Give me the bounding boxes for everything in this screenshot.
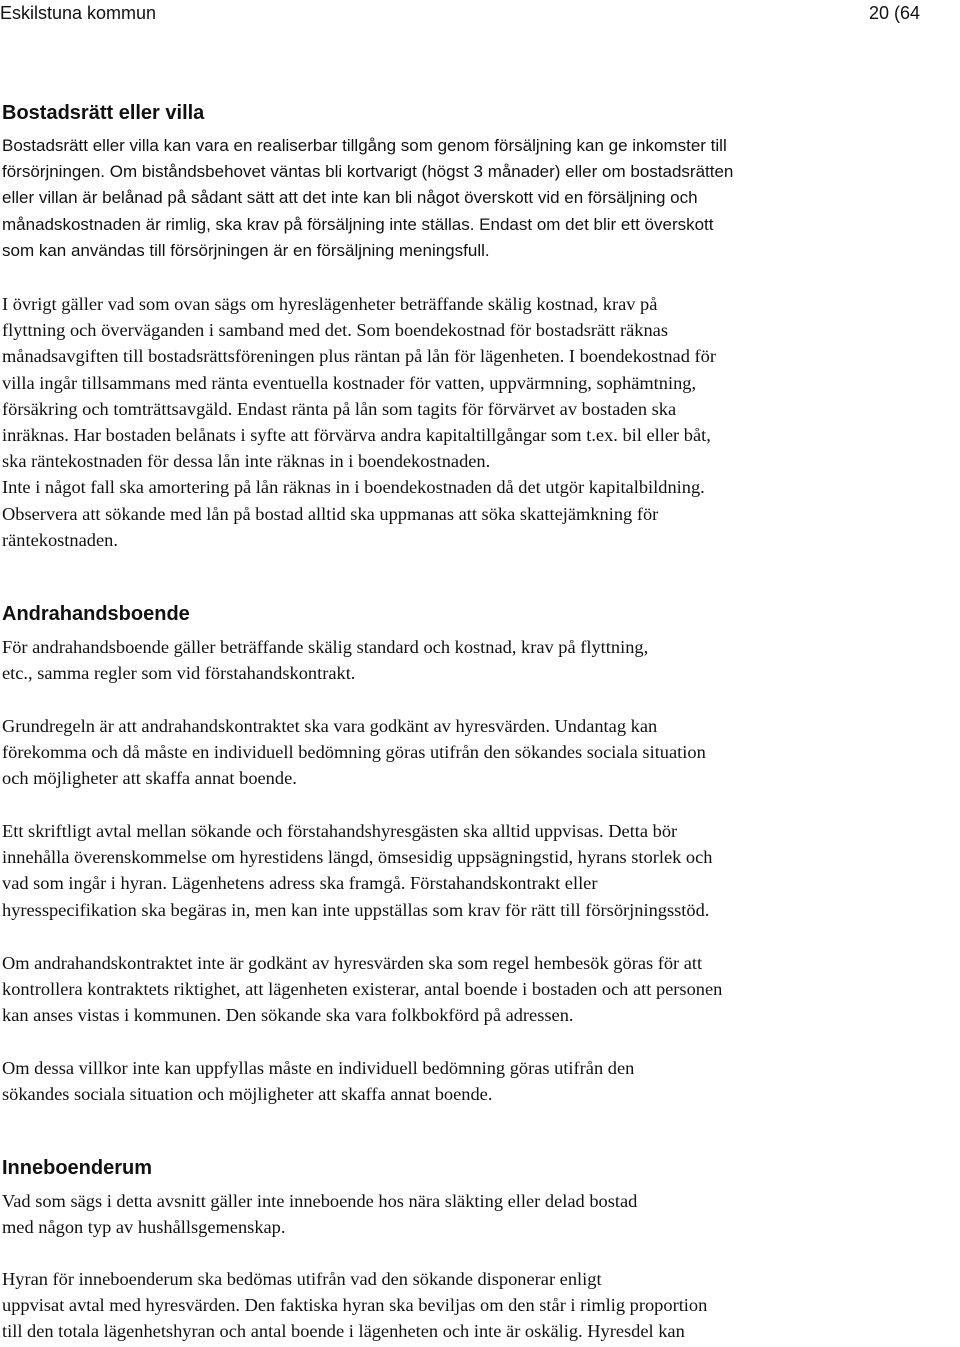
text-line: kontrollera kontraktets riktighet, att lägenheten existerar, antal boende i bostaden och att personen — [2, 979, 723, 1000]
text-line: räntekostnaden. — [2, 529, 118, 550]
paragraph-andrahand-2 — [2, 713, 952, 792]
text-line: Grundregeln är att andrahandskontraktet ska vara godkänt av hyresvärden. Undantag kan — [2, 716, 658, 736]
paragraph-bostadsratt-1 — [2, 133, 952, 264]
text-line: uppvisat avtal med hyresvärden. Den faktiska hyran ska beviljas om den står i rimlig proportion — [2, 1295, 708, 1316]
text-line: Om dessa villkor inte kan uppfyllas måste en individuell bedömning göras utifrån den — [2, 1058, 635, 1078]
paragraph-andrahand-4 — [2, 950, 952, 1029]
text-line: som kan användas till försörjningen är en försäljning meningsfull. — [2, 240, 490, 260]
text-line: månadskostnaden är rimlig, ska krav på försäljning inte ställas. Endast om det blir ett överskott — [2, 214, 714, 234]
header-organization: Eskilstuna kommun — [0, 3, 157, 23]
header-page-number: 20 (64 — [869, 3, 921, 23]
text-line: I övrigt gäller vad som ovan sägs om hyreslägenheter beträffande skälig kostnad, krav på — [2, 294, 658, 314]
text-line: För andrahandsboende gäller beträffande skälig standard och kostnad, krav på flyttning, — [2, 637, 649, 657]
text-line: vad som ingår i hyran. Lägenhetens adress ska framgå. Förstahandskontrakt eller — [2, 873, 598, 894]
text-line: Hyran för inneboenderum ska bedömas utifrån vad den sökande disponerar enligt — [2, 1269, 602, 1289]
text-line: Vad som sägs i detta avsnitt gäller inte inneboende hos nära släkting eller delad bostad — [2, 1191, 638, 1211]
paragraph-inneboende-2 — [2, 1266, 952, 1345]
text-line: innehålla överenskommelse om hyrestidens längd, ömsesidig uppsägningstid, hyrans storlek och — [2, 847, 713, 868]
text-line: Bostadsrätt eller villa kan vara en realiserbar tillgång som genom försäljning kan ge inkomster till — [2, 136, 727, 155]
heading-andrahandsboende: Andrahandsboende — [2, 603, 190, 625]
text-line: förekomma och då måste en individuell bedömning göras utifrån den sökandes sociala situation — [2, 742, 706, 763]
text-line: kan anses vistas i kommunen. Den sökande ska vara folkbokförd på adressen. — [2, 1005, 574, 1026]
text-line: och möjligheter att skaffa annat boende. — [2, 768, 297, 789]
text-line: med någon typ av hushållsgemenskap. — [2, 1217, 286, 1238]
text-line: ska räntekostnaden för dessa lån inte räknas in i boendekostnaden. — [2, 451, 491, 472]
text-line: flyttning och överväganden i samband med det. Som boendekostnad för bostadsrätt räknas — [2, 320, 668, 341]
paragraph-andrahand-1 — [2, 634, 952, 686]
text-line: Observera att sökande med lån på bostad alltid ska uppmanas att söka skattejämkning för — [2, 503, 659, 524]
paragraph-andrahand-5 — [2, 1055, 952, 1107]
paragraph-andrahand-3 — [2, 818, 952, 923]
text-line: inräknas. Har bostaden belånats i syfte att förvärva andra kapitaltillgångar som t.ex. bil eller båt, — [2, 425, 711, 446]
text-line: försäkring och tomträttsavgäld. Endast ränta på lån som tagits för förvärvet av bostaden ska — [2, 398, 677, 419]
text-line: hyresspecifikation ska begäras in, men kan inte uppställas som krav för rätt till försörjningsstöd. — [2, 899, 710, 920]
text-line: villa ingår tillsammans med ränta eventuella kostnader för vatten, uppvärmning, sophämtning, — [2, 372, 697, 393]
text-line: Inte i något fall ska amortering på lån räknas in i boendekostnaden då det utgör kapitalbildning. — [2, 477, 705, 498]
text-line: månadsavgiften till bostadsrättsföreningen plus räntan på lån för lägenheten. I boendekostnad för — [2, 346, 716, 367]
text-line: försörjningen. Om biståndsbehovet väntas bli kortvarigt (högst 3 månader) eller om bostadsrätten — [2, 162, 734, 182]
text-line: sökandes sociala situation och möjligheter att skaffa annat boende. — [2, 1084, 493, 1105]
heading-bostadsratt: Bostadsrätt eller villa — [2, 102, 205, 124]
text-line: Ett skriftligt avtal mellan sökande och förstahandshyresgästen ska alltid uppvisas. Detta bör — [2, 821, 678, 841]
text-line: etc., samma regler som vid förstahandskontrakt. — [2, 663, 356, 684]
heading-inneboenderum: Inneboenderum — [2, 1157, 153, 1179]
text-line: eller villan är belånad på sådant sätt att det inte kan bli något överskott vid en försäljning och — [2, 188, 698, 208]
page-header — [0, 0, 960, 26]
text-line: till den totala lägenhetshyran och antal boende i lägenheten och inte är oskälig. Hyresdel kan — [2, 1321, 685, 1342]
paragraph-inneboende-1 — [2, 1188, 952, 1240]
paragraph-bostadsratt-2 — [2, 291, 952, 553]
text-line: Om andrahandskontraktet inte är godkänt av hyresvärden ska som regel hembesök göras för att — [2, 953, 703, 973]
